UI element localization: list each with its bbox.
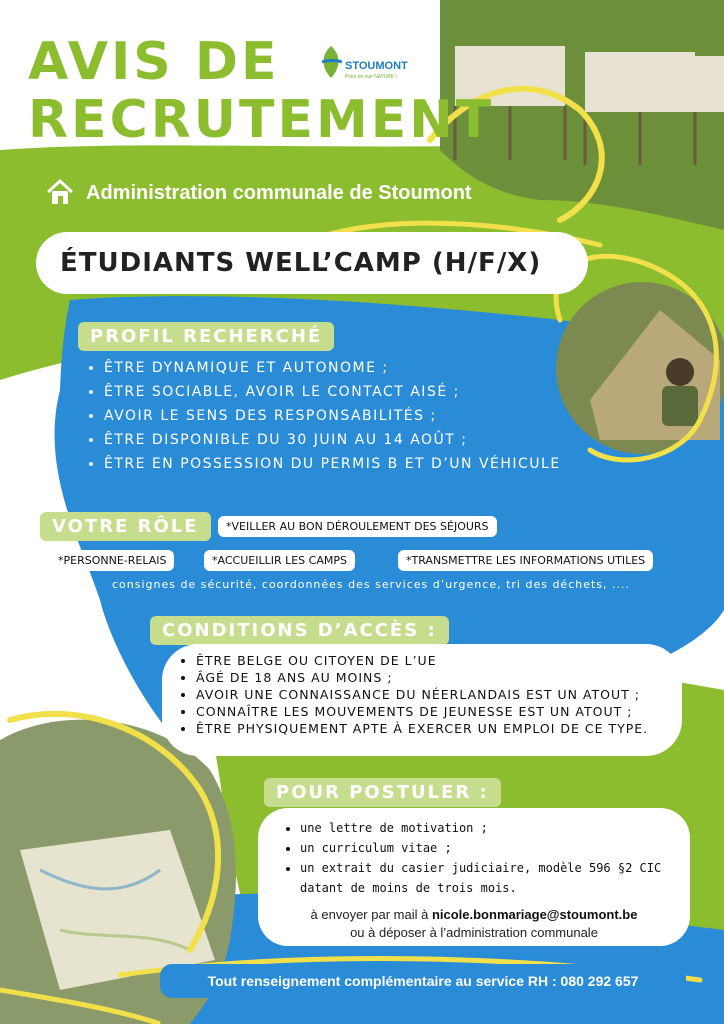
postuler-instructions — [262, 906, 686, 942]
postuler-heading: POUR POSTULER : — [264, 778, 501, 807]
role-tag: *ACCUEILLIR LES CAMPS — [204, 550, 355, 571]
logo-tagline: Point de vue NATURE ! — [345, 74, 398, 80]
role-tag: *TRANSMETTRE LES INFORMATIONS UTILES — [398, 550, 653, 571]
list-item: • CONNAÎTRE LES MOUVEMENTS DE JEUNESSE EST UN ATOUT ; — [196, 704, 648, 719]
logo-name: STOUMONT — [345, 60, 408, 72]
footer-contact: Tout renseignement complémentaire au service RH : 080 292 657 — [160, 964, 686, 998]
list-item: • AVOIR LE SENS DES RESPONSABILITÉS ; — [104, 408, 646, 424]
postuler-list — [282, 818, 672, 898]
role-heading: VOTRE RÔLE — [40, 512, 211, 541]
profil-heading: PROFIL RECHERCHÉ — [78, 322, 334, 351]
title-line-2: RECRUTEMENT — [28, 90, 495, 150]
list-item: • ÊTRE EN POSSESSION DU PERMIS B ET D’UN VÉHICULE — [104, 456, 646, 472]
profil-list — [86, 360, 646, 480]
stoumont-logo-icon — [316, 44, 346, 80]
list-item: • ÊTRE BELGE OU CITOYEN DE L’UE — [196, 653, 648, 668]
list-item: • ÊTRE DISPONIBLE DU 30 JUIN AU 14 AOÛT ; — [104, 432, 646, 448]
send-prefix: à envoyer par mail à — [310, 907, 429, 922]
list-item: • ÊTRE SOCIABLE, AVOIR LE CONTACT AISÉ ; — [104, 384, 646, 400]
title-line-1: AVIS DE — [28, 32, 280, 92]
list-item: • ÊTRE PHYSIQUEMENT APTE À EXERCER UN EMPLOI DE CE TYPE. — [196, 721, 648, 736]
conditions-list — [178, 653, 648, 738]
list-item: • un curriculum vitae ; — [300, 838, 672, 858]
role-tag: *VEILLER AU BON DÉROULEMENT DES SÉJOURS — [218, 516, 497, 537]
position-title: ÉTUDIANTS WELL’CAMP (H/F/X) — [60, 248, 542, 278]
role-tag: *PERSONNE-RELAIS — [50, 550, 174, 571]
list-item: • une lettre de motivation ; — [300, 818, 672, 838]
list-item: • ÊTRE DYNAMIQUE ET AUTONOME ; — [104, 360, 646, 376]
email-link[interactable]: nicole.bonmariage@stoumont.be — [431, 907, 638, 922]
conditions-heading: CONDITIONS D’ACCÈS : — [150, 616, 449, 645]
send-alternative: ou à déposer à l’administration communale — [350, 925, 598, 940]
list-item: • AVOIR UNE CONNAISSANCE DU NÉERLANDAIS EST UN ATOUT ; — [196, 687, 648, 702]
role-note: consignes de sécurité, coordonnées des services d’urgence, tri des déchets, .... — [112, 578, 631, 591]
administration-name: Administration communale de Stoumont — [86, 182, 472, 204]
list-item: • un extrait du casier judiciaire, modèle 596 §2 CIC datant de moins de trois mois. — [300, 858, 672, 898]
list-item: • ÂGÉ DE 18 ANS AU MOINS ; — [196, 670, 648, 685]
home-icon — [44, 176, 76, 208]
